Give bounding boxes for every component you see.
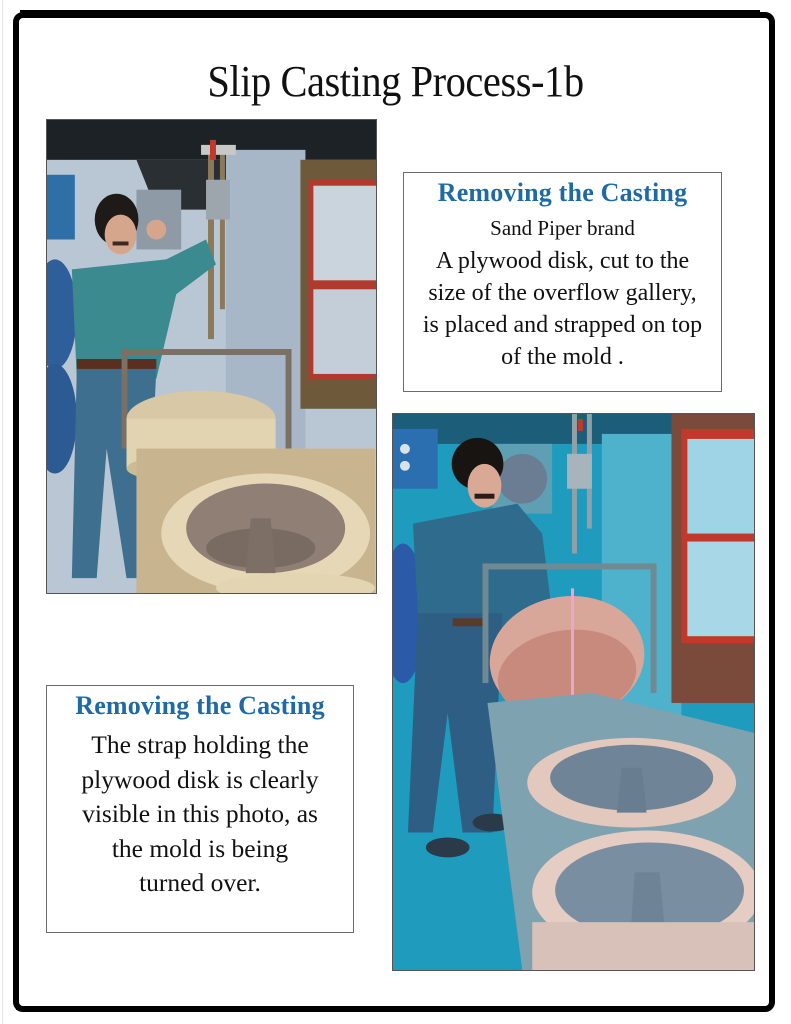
caption-subheading: Sand Piper brand (490, 216, 635, 240)
caption-line: is placed and strapped on top (422, 312, 703, 338)
caption-line: The strap holding the (91, 730, 309, 759)
caption-body (47, 728, 353, 901)
caption-line: turned over. (139, 868, 261, 897)
caption-line: of the mold . (501, 344, 624, 370)
caption-body (404, 245, 721, 373)
caption-line: plywood disk is clearly (81, 764, 319, 794)
caption-heading: Removing the Casting (75, 691, 325, 720)
caption-line: visible in this photo, as (82, 799, 318, 828)
page-title: Slip Casting Process-1b (207, 57, 584, 106)
page-edge (2, 0, 3, 1024)
photo-1-illustration (47, 120, 376, 593)
caption-box-sand-piper (403, 172, 722, 392)
caption-line: A plywood disk, cut to the (435, 248, 690, 274)
frame-bottom-edge (16, 1006, 766, 1010)
caption-box-strap (46, 685, 354, 933)
caption-line: the mold is being (111, 833, 289, 863)
photo-mold-turning (392, 413, 755, 971)
photo-hoist-operation (46, 119, 377, 594)
frame-top-edge (20, 10, 760, 13)
photo-2-illustration (393, 414, 754, 970)
caption-heading: Removing the Casting (437, 178, 688, 207)
caption-line: size of the overflow gallery, (428, 280, 697, 306)
